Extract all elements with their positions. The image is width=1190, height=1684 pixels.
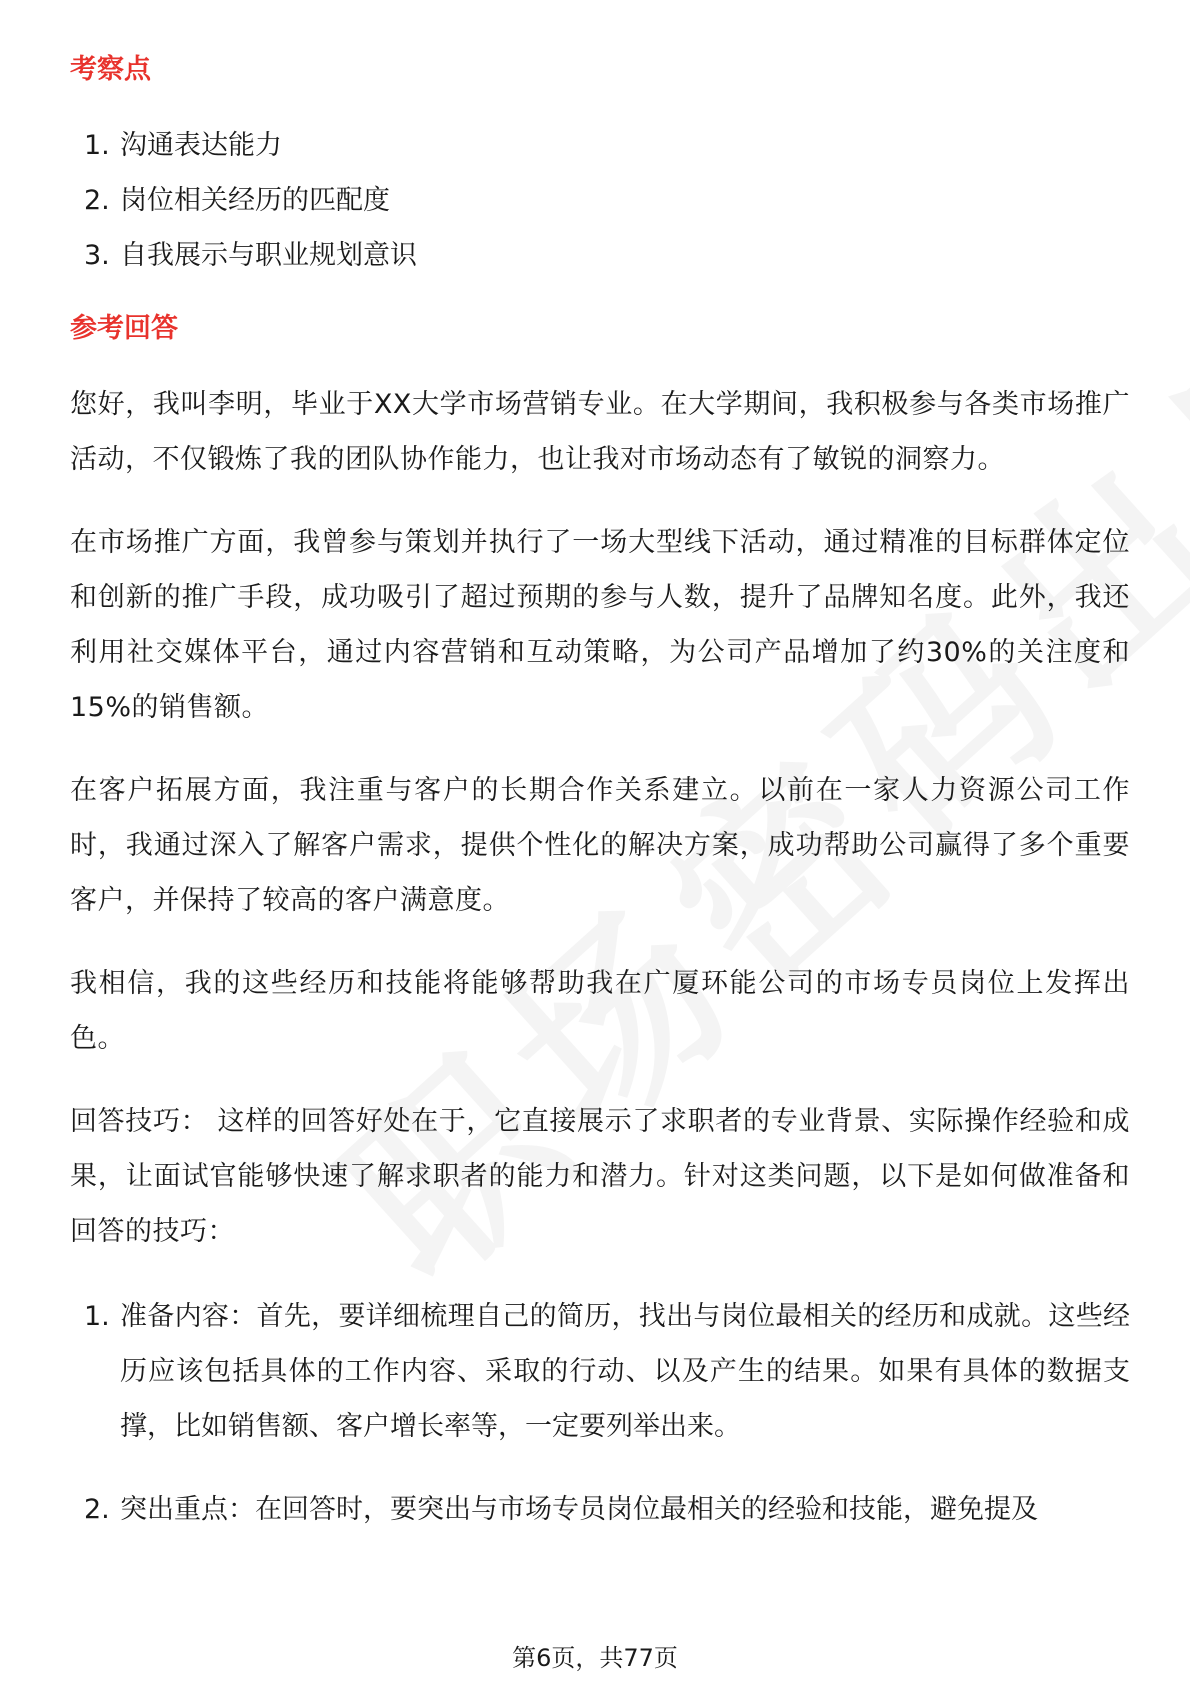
list-text: 岗位相关经历的匹配度 [120, 185, 390, 216]
list-text: 突出重点：在回答时，要突出与市场专员岗位最相关的经验和技能，避免提及 [120, 1494, 1038, 1525]
list-number: 3. [84, 240, 110, 271]
list-item [70, 228, 1130, 283]
list-number: 1. [84, 130, 110, 161]
page-content [70, 50, 1130, 1537]
paragraph: 在市场推广方面，我曾参与策划并执行了一场大型线下活动，通过精准的目标群体定位和创新的推广手段，成功吸引了超过预期的参与人数，提升了品牌知名度。此外，我还利用社交媒体平台，通过内容营销和互动策略，为公司产品增加了约30%的关注度和15%的销售额。 [70, 527, 1130, 723]
section-heading-answer: 参考回答 [70, 313, 178, 344]
paragraph: 在客户拓展方面，我注重与客户的长期合作关系建立。以前在一家人力资源公司工作时，我通过深入了解客户需求，提供个性化的解决方案，成功帮助公司赢得了多个重要客户，并保持了较高的客户满意度。 [70, 775, 1130, 916]
tips-list [70, 1289, 1130, 1537]
list-item [70, 118, 1130, 173]
page-number-footer: 第6页，共77页 [512, 1644, 678, 1672]
paragraph-tips-intro: 回答技巧： 这样的回答好处在于，它直接展示了求职者的专业背景、实际操作经验和成果，让面试官能够快速了解求职者的能力和潜力。针对这类问题，以下是如何做准备和回答的技巧： [70, 1106, 1130, 1247]
list-text: 准备内容：首先，要详细梳理自己的简历，找出与岗位最相关的经历和成就。这些经历应该包括具体的工作内容、采取的行动、以及产生的结果。如果有具体的数据支撑，比如销售额、客户增长率等，一定要列举出来。 [120, 1301, 1130, 1442]
list-item [70, 1482, 1130, 1537]
list-number: 2. [84, 185, 110, 216]
list-number: 1. [84, 1301, 110, 1332]
focus-list [70, 118, 1130, 283]
list-text: 沟通表达能力 [120, 130, 282, 161]
list-item [70, 1289, 1130, 1454]
section-heading-focus: 考察点 [70, 54, 151, 85]
list-item [70, 173, 1130, 228]
list-number: 2. [84, 1494, 110, 1525]
paragraph: 我相信，我的这些经历和技能将能够帮助我在广厦环能公司的市场专员岗位上发挥出色。 [70, 968, 1130, 1054]
list-text: 自我展示与职业规划意识 [120, 240, 417, 271]
paragraph: 您好，我叫李明，毕业于XX大学市场营销专业。在大学期间，我积极参与各类市场推广活动，不仅锻炼了我的团队协作能力，也让我对市场动态有了敏锐的洞察力。 [70, 389, 1130, 475]
